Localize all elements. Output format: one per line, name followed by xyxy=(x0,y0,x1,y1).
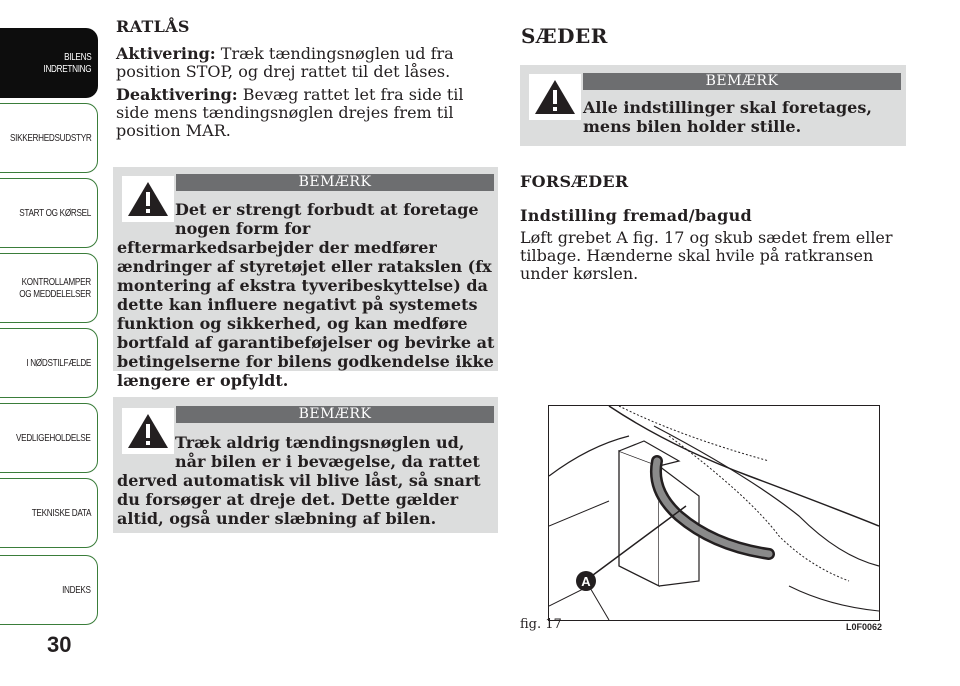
callout-a: A xyxy=(581,574,591,589)
activation-paragraph xyxy=(116,45,498,81)
note-title-bar: BEMÆRK xyxy=(583,73,901,90)
tab-indeks[interactable] xyxy=(0,555,98,625)
body-paragraph: Løft grebet A fig. 17 og skub sædet frem eller tilbage. Hænderne skal hvile på ratkransen under kørslen. xyxy=(520,228,893,283)
deactivation-label: Deaktivering: xyxy=(116,85,238,104)
note-text-1: Det er strengt forbudt at foretage nogen form for eftermarkedsarbejder der medfører ændringer af styretøjet eller ratakslen (fx montering af ekstra tyveribeskyttelse) da dette kan influere negativt på systemets funktion og sikkerhed, og kan medføre bortfald af garantibeføjelser og bevirke at betingelserne for bilens godkendelse ikke længere er opfyldt. xyxy=(117,200,495,390)
warning-box-1 xyxy=(113,167,498,390)
tab-label: I NØDSTILFÆLDE xyxy=(26,357,91,369)
right-body xyxy=(520,173,900,283)
tab-label: KONTROLLAMPER OG MEDDELELSER xyxy=(19,276,91,300)
activation-label: Aktivering: xyxy=(116,44,216,63)
warning-box-3 xyxy=(520,65,906,146)
warning-box-2 xyxy=(113,397,498,533)
tab-vedligeholdelse[interactable] xyxy=(0,403,98,473)
tab-label: START OG KØRSEL xyxy=(19,207,91,219)
tab-bilens-indretning[interactable] xyxy=(0,28,98,98)
sub-heading-forsaeder: FORSÆDER xyxy=(520,172,629,191)
left-column xyxy=(116,18,498,140)
note-title-bar: BEMÆRK xyxy=(176,406,494,423)
figure-caption: fig. 17 xyxy=(520,617,562,632)
figure-code: L0F0062 xyxy=(846,622,883,632)
icon-text-spacer xyxy=(117,433,175,471)
sub-sub-heading: Indstilling fremad/bagud xyxy=(520,206,752,225)
note-title-bar: BEMÆRK xyxy=(176,174,494,191)
tab-label: VEDLIGEHOLDELSE xyxy=(16,432,91,444)
activation-text: Træk tændingsnøglen ud fra position STOP, og drej rattet til det låses. xyxy=(116,44,454,81)
tab-label: INDEKS xyxy=(62,584,91,596)
seat-lever-illustration xyxy=(549,406,879,620)
tab-sikkerhedsudstyr[interactable] xyxy=(0,103,98,173)
section-heading-saeder: SÆDER xyxy=(521,24,608,48)
section-heading-ratlas: RATLÅS xyxy=(116,17,190,36)
tab-label: SIKKERHEDSUDSTYR xyxy=(9,132,91,144)
warning-triangle-icon xyxy=(529,74,581,120)
tab-label: BILENS INDRETNING xyxy=(43,51,91,75)
tab-label: TEKNISKE DATA xyxy=(31,507,91,519)
tab-start-og-korsel[interactable] xyxy=(0,178,98,248)
icon-text-spacer xyxy=(117,200,175,238)
tab-i-nodstilfaelde[interactable] xyxy=(0,328,98,398)
deactivation-text: Bevæg rattet let fra side til side mens tændingsnøglen drejes frem til position MAR. xyxy=(116,85,464,140)
note-text-3: Alle indstillinger skal foretages, mens bilen holder stille. xyxy=(583,98,872,136)
tab-kontrollamper[interactable] xyxy=(0,253,98,323)
tab-tekniske-data[interactable] xyxy=(0,478,98,548)
note-text-2: Træk aldrig tændingsnøglen ud, når bilen er i bevægelse, da rattet derved automatisk vil blive låst, så snart du forsøger at dreje det. Dette gælder altid, også under slæbning af bilen. xyxy=(117,433,481,528)
deactivation-paragraph xyxy=(116,86,498,140)
figure-17-seat-lever xyxy=(548,405,880,621)
page-number: 30 xyxy=(47,632,72,657)
